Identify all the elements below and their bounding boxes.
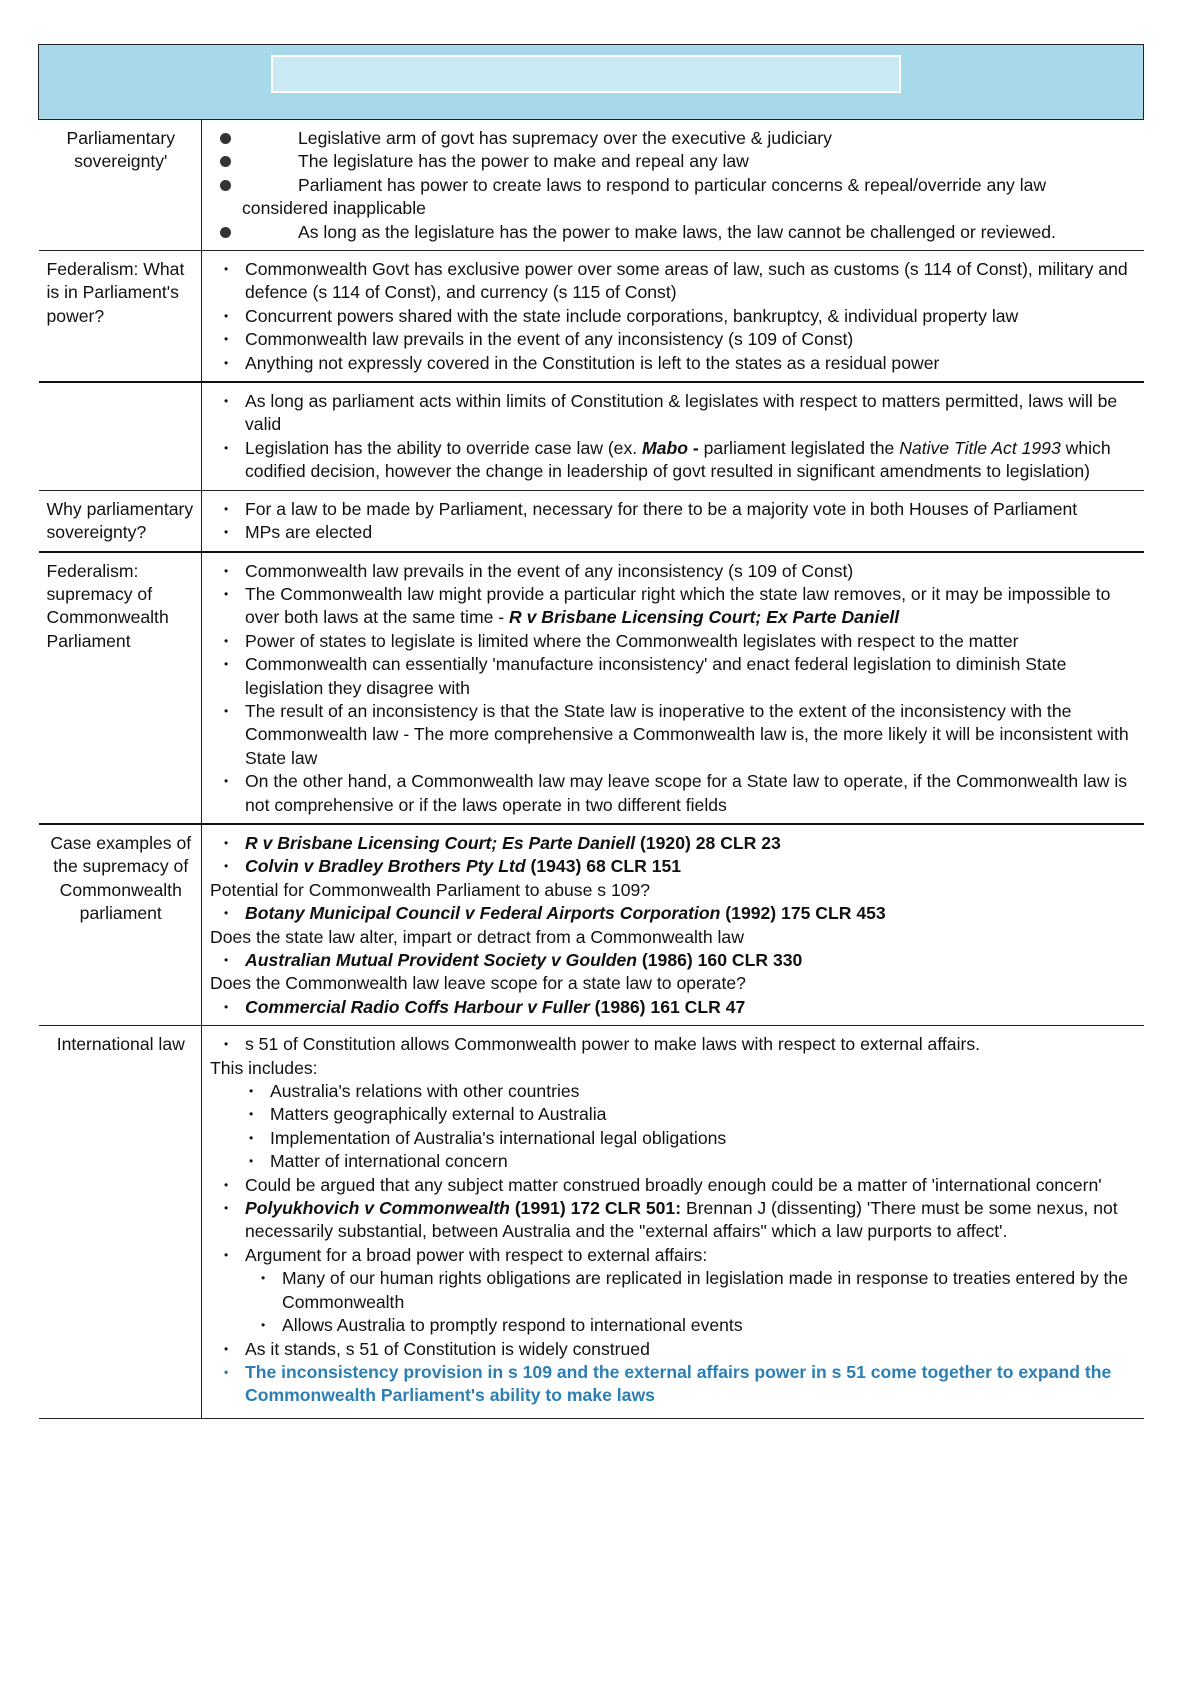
header-title-box [271, 55, 901, 93]
list-item: • Botany Municipal Council v Federal Airports Corporation (1992) 175 CLR 453 [222, 902, 1134, 925]
list-item: • Many of our human rights obligations are replicated in legislation made in response to treaties entered by the Commonwealth [259, 1267, 1134, 1314]
row-content [202, 382, 1144, 490]
list-item: • R v Brisbane Licensing Court; Es Parte Daniell (1920) 28 CLR 23 [222, 832, 1134, 855]
notes-table [38, 44, 1144, 1419]
highlight-item: • The inconsistency provision in s 109 and the external affairs power in s 51 come together to expand the Commonwealth Parliament's ability to make laws [222, 1361, 1134, 1408]
list-item: • Concurrent powers shared with the state include corporations, bankruptcy, & individual property law [222, 305, 1134, 328]
list-item: As long as the legislature has the power to make laws, the law cannot be challenged or reviewed. [222, 221, 1134, 244]
row-label: Parliamentary sovereignty' [39, 120, 202, 251]
row-label: Why parliamentary sovereignty? [39, 490, 202, 551]
list-item: Legislative arm of govt has supremacy over the executive & judiciary [222, 127, 1134, 150]
table-row [39, 120, 1144, 251]
row-content [202, 251, 1144, 383]
table-row [39, 251, 1144, 383]
list-item: • Argument for a broad power with respect to external affairs: • Many of our human rights obligations are replicated in legislation made in response to treaties entered by the Commonwealth • Allows Australia to promptly respond to international events [222, 1244, 1134, 1338]
table-row [39, 1026, 1144, 1419]
act-name: Native Title Act 1993 [899, 437, 1061, 458]
list-item: • Commonwealth law prevails in the event of any inconsistency (s 109 of Const) [222, 560, 1134, 583]
list-item: • Commonwealth law prevails in the event of any inconsistency (s 109 of Const) [222, 328, 1134, 351]
list-item: • As it stands, s 51 of Constitution is widely construed [222, 1338, 1134, 1361]
list-item: • On the other hand, a Commonwealth law may leave scope for a State law to operate, if the Commonwealth law is not comprehensive or if the laws operate in two different fields [222, 770, 1134, 817]
row-content [202, 552, 1144, 824]
table-row [39, 490, 1144, 551]
list-item: • Could be argued that any subject matter construed broadly enough could be a matter of 'international concern' [222, 1174, 1134, 1197]
row-label: Case examples of the supremacy of Commonwealth parliament [39, 824, 202, 1026]
list-item: • Commonwealth Govt has exclusive power over some areas of law, such as customs (s 114 of Const), military and defence (s 114 of Const), and currency (s 115 of Const) [222, 258, 1134, 305]
list-item: • MPs are elected [222, 521, 1134, 544]
list-item: • Commercial Radio Coffs Harbour v Fuller (1986) 161 CLR 47 [222, 996, 1134, 1019]
row-content [202, 824, 1144, 1026]
list-item: • Matter of international concern [247, 1150, 1134, 1173]
list-item: • Polyukhovich v Commonwealth (1991) 172 CLR 501: Brennan J (dissenting) 'There must be some nexus, not necessarily substantial, between Australia and the "external affairs" which a law purports to affect'. [222, 1197, 1134, 1244]
row-label: International law [39, 1026, 202, 1419]
list-item: • Implementation of Australia's international legal obligations [247, 1127, 1134, 1150]
list-item: • Power of states to legislate is limited where the Commonwealth legislates with respect to the matter [222, 630, 1134, 653]
includes-text: This includes: [210, 1057, 318, 1078]
table-header-bar [39, 45, 1144, 120]
row-label: Federalism: supremacy of Commonwealth Parliament [39, 552, 202, 824]
list-item: • The Commonwealth law might provide a particular right which the state law removes, or it may be impossible to over both laws at the same time - R v Brisbane Licensing Court; Ex Parte Daniell [222, 583, 1134, 630]
list-item: • For a law to be made by Parliament, necessary for there to be a majority vote in both Houses of Parliament [222, 498, 1134, 521]
notes-document [38, 44, 1144, 1419]
list-item: • s 51 of Constitution allows Commonwealth power to make laws with respect to external affairs. [222, 1033, 1134, 1056]
list-item: • Commonwealth can essentially 'manufacture inconsistency' and enact federal legislation to diminish State legislation they disagree with [222, 653, 1134, 700]
row-label: Federalism: What is in Parliament's power? [39, 251, 202, 383]
row-content [202, 1026, 1144, 1419]
row-content [202, 120, 1144, 251]
list-item: Parliament has power to create laws to respond to particular concerns & repeal/override any law considered inapplicable [222, 174, 1134, 221]
list-item: • Allows Australia to promptly respond to international events [259, 1314, 1134, 1337]
row-label [39, 382, 202, 490]
question-text: Does the Commonwealth law leave scope for a state law to operate? [210, 973, 746, 994]
list-item: • Australian Mutual Provident Society v Goulden (1986) 160 CLR 330 [222, 949, 1134, 972]
table-row [39, 552, 1144, 824]
list-item: • The result of an inconsistency is that the State law is inoperative to the extent of the inconsistency with the Commonwealth law - The more comprehensive a Commonwealth law is, the more likely it will be inconsistent with State law [222, 700, 1134, 770]
list-item: • Legislation has the ability to override case law (ex. Mabo - parliament legislated the Native Title Act 1993 which codified decision, however the change in leadership of govt resulted in significant amendments to legislation) [222, 437, 1134, 484]
list-item: The legislature has the power to make and repeal any law [222, 150, 1134, 173]
list-item: • Anything not expressly covered in the Constitution is left to the states as a residual power [222, 352, 1134, 375]
question-text: Does the state law alter, impart or detract from a Commonwealth law [210, 926, 744, 947]
list-item: • Australia's relations with other countries [247, 1080, 1134, 1103]
list-item: • As long as parliament acts within limits of Constitution & legislates with respect to matters permitted, laws will be valid [222, 390, 1134, 437]
table-row [39, 382, 1144, 490]
table-row [39, 824, 1144, 1026]
list-item: • Matters geographically external to Australia [247, 1103, 1134, 1126]
case-name: Mabo - [642, 437, 699, 458]
row-content [202, 490, 1144, 551]
list-item: • Colvin v Bradley Brothers Pty Ltd (1943) 68 CLR 151 [222, 855, 1134, 878]
case-name: R v Brisbane Licensing Court; Ex Parte Daniell [509, 607, 900, 628]
question-text: Potential for Commonwealth Parliament to abuse s 109? [210, 879, 651, 900]
